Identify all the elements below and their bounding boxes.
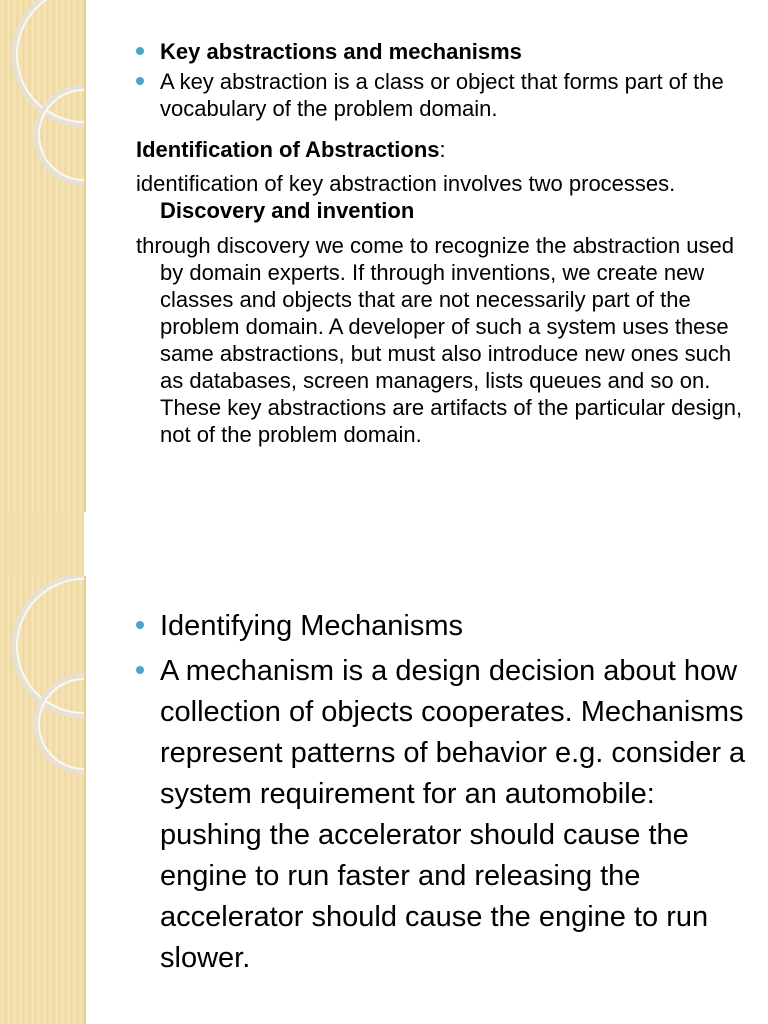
- slide-1-para2: [136, 232, 750, 448]
- decorative-sidebar: [0, 0, 86, 512]
- slide-1-body: [134, 38, 750, 122]
- slide-2-body: [134, 606, 750, 979]
- identification-heading: [136, 136, 750, 163]
- bullet-identifying-mechanisms: Identifying Mechanisms: [134, 606, 750, 647]
- bullet-key-abstractions: Key abstractions and mechanisms: [134, 38, 750, 65]
- slide-2: [0, 576, 768, 1024]
- decorative-sidebar: [0, 576, 86, 1024]
- slide-1-paragraphs: [136, 136, 750, 163]
- ring-decoration-icon: [0, 0, 84, 512]
- bullet-key-abstraction-definition: A key abstraction is a class or object that forms part of the vocabulary of the problem domain.: [134, 68, 750, 122]
- bullet-mechanism-definition: A mechanism is a design decision about how collection of objects cooperates. Mechanisms represent patterns of behavior e.g. consider a system requirement for an automobile: pushing the accelerator should cause the engine to run faster and releasing the accelerator should cause the engine to run slower.: [134, 651, 750, 979]
- identification-heading-colon: :: [439, 137, 446, 162]
- ring-decoration-icon: [0, 576, 84, 1024]
- para1-bold: Discovery and invention: [160, 198, 415, 223]
- identification-heading-bold: Identification of Abstractions: [136, 137, 440, 162]
- discovery-invention-paragraph: [136, 170, 750, 224]
- discovery-explanation-paragraph: through discovery we come to recognize the abstraction used by domain experts. If through inventions, we create new classes and objects that are not necessarily part of the problem domain. A developer of such a system uses these same abstractions, but must also introduce new ones such as databases, screen managers, lists queues and so on. These key abstractions are artifacts of the particular design, not of the problem domain.: [136, 233, 743, 447]
- slide-gap: [0, 512, 768, 576]
- slide-1-para1: [136, 170, 750, 224]
- para1-text: identification of key abstraction involves two processes.: [136, 171, 676, 196]
